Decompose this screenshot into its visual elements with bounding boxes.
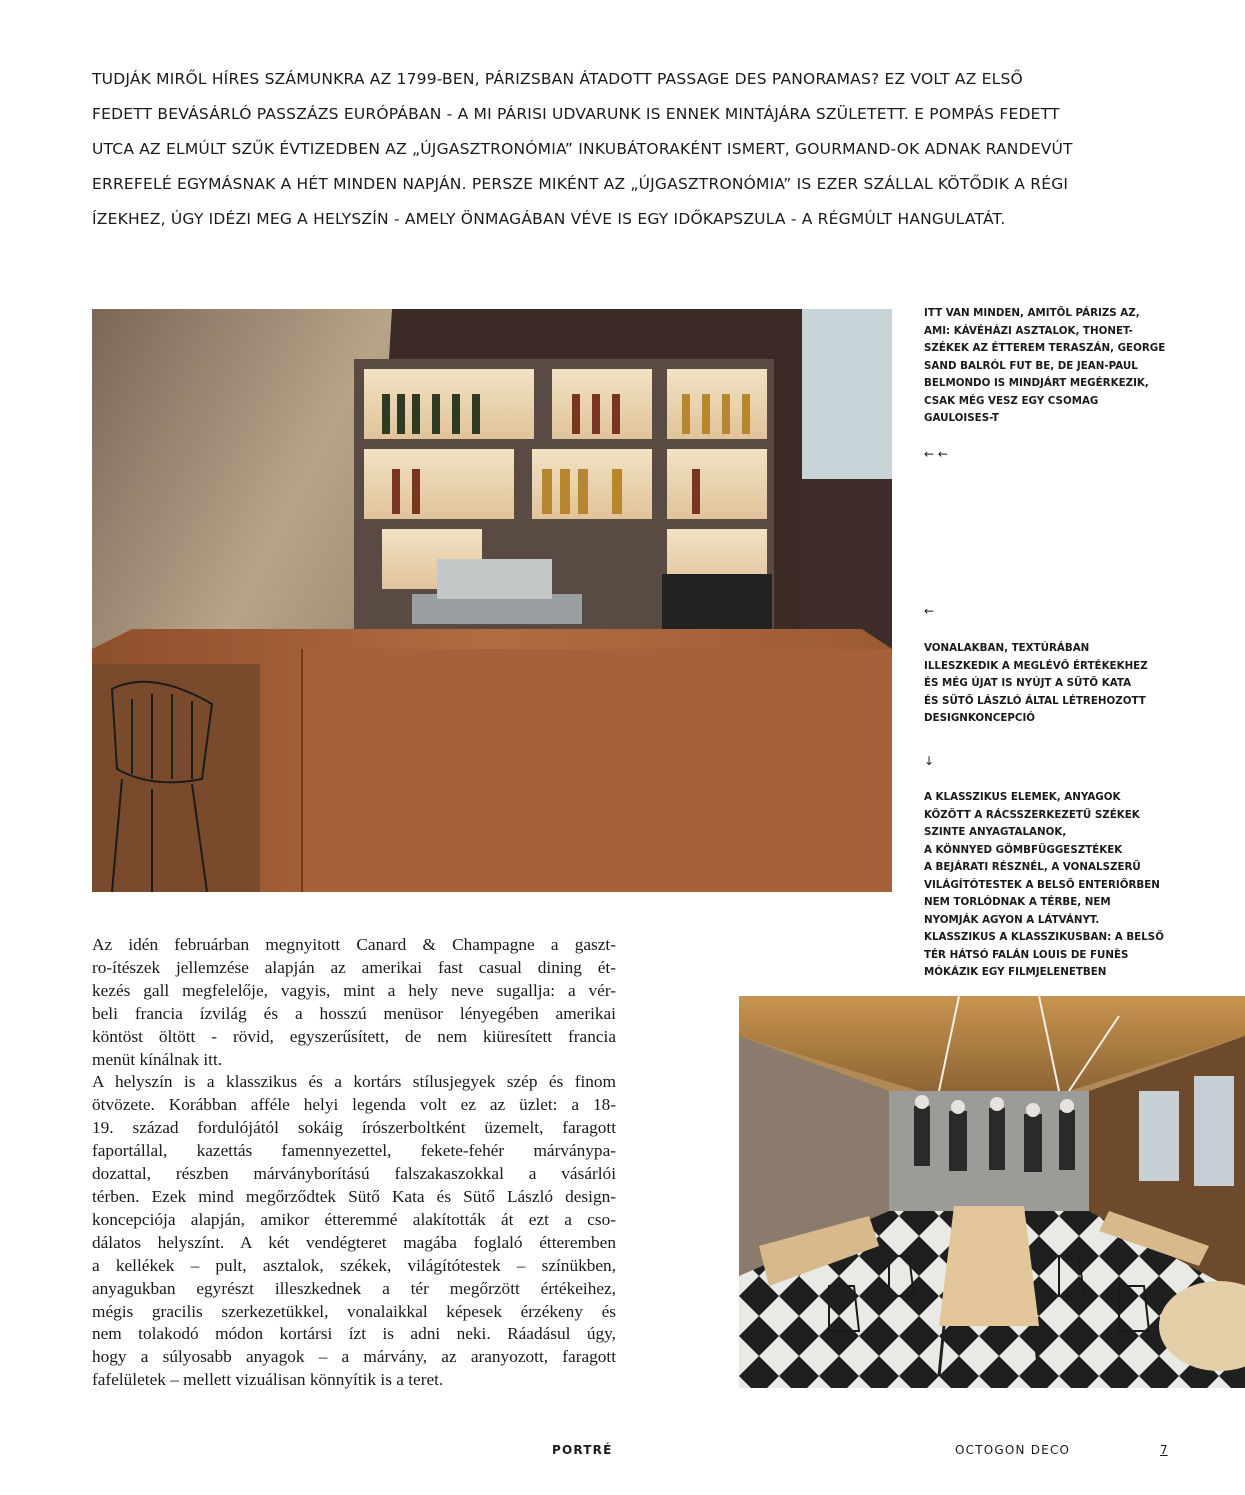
caption-line: DESIGNKONCEPCIÓ (924, 712, 1036, 724)
caption-line: BELMONDO IS MINDJÁRT MEGÉRKEZIK, (924, 377, 1149, 389)
caption-line: SZINTE ANYAGTALANOK, (924, 826, 1067, 838)
page-number: 7 (1160, 1443, 1168, 1457)
caption-classic-elements (924, 789, 1174, 982)
body-line: A helyszín is a klasszikus és a kortárs stílusjegyek szép és finom (92, 1072, 616, 1092)
left-arrow-icon: ← (924, 604, 935, 618)
caption-line: VONALAKBAN, TEXTÚRÁBAN (924, 642, 1090, 654)
caption-line: A KLASSZIKUS ELEMEK, ANYAGOK (924, 791, 1121, 803)
body-line: térben. Ezek mind megőrződtek Sütő Kata és Sütő László design- (92, 1186, 616, 1206)
caption-designconcept (924, 640, 1174, 728)
intro-line: ERREFELÉ EGYMÁSNAK A HÉT MINDEN NAPJÁN. PERSZE MIKÉNT AZ „ÚJGASZTRONÓMIA” IS EZER SZÁLLAL KÖTŐDIK A RÉGI (92, 175, 1069, 193)
intro-line: UTCA AZ ELMÚLT SZŰK ÉVTIZEDBEN AZ „ÚJGASZTRONÓMIA” INKUBÁTORAKÉNT ISMERT, GOURMAND-OK ADNAK RANDEVÚT (92, 140, 1073, 158)
caption-line: NEM TORLÓDNAK A TÉRBE, NEM (924, 896, 1111, 908)
caption-line: NYOMJÁK AGYON A LÁTVÁNYT. (924, 913, 1100, 926)
intro-line: FEDETT BEVÁSÁRLÓ PASSZÁZS EURÓPÁBAN - A MI PÁRISI UDVARUNK IS ENNEK MINTÁJÁRA SZÜLETETT. E POMPÁS FEDETT (92, 105, 1060, 123)
body-line: beli francia ízvilág és a hosszú menüsor lényegében amerikai (92, 1003, 616, 1023)
body-line: fafelületek – mellett vizuálisan könnyítik is a teret. (92, 1370, 444, 1390)
section-label: PORTRÉ (552, 1443, 613, 1457)
caption-line: ÉS MÉG ÚJAT IS NYÚJT A SÜTŐ KATA (924, 677, 1132, 689)
caption-line: ILLESZKEDIK A MEGLÉVŐ ÉRTÉKEKHEZ (924, 659, 1148, 672)
article-body (92, 934, 616, 1392)
caption-paris (924, 305, 1174, 428)
body-line: 19. század fordulójától sokáig írószerboltként üzemelt, faragott (92, 1118, 616, 1138)
body-line: dálatos helyszínt. A két vendégteret magába foglaló étteremben (92, 1232, 616, 1252)
dining-room-photo (739, 996, 1245, 1388)
caption-line: VILÁGÍTÓTESTEK A BELSŐ ENTERIŐRBEN (924, 878, 1160, 891)
double-left-arrow-icon: ← ← (924, 447, 948, 461)
caption-line: CSAK MÉG VESZ EGY CSOMAG (924, 394, 1099, 407)
body-line: a kellékek – pult, asztalok, székek, világítótestek – színükben, (92, 1255, 616, 1275)
caption-line: ITT VAN MINDEN, AMITŐL PÁRIZS AZ, (924, 307, 1140, 319)
body-line: hogy a súlyosabb anyagok – a márvány, az aranyozott, faragott (92, 1347, 616, 1367)
bar-counter-illustration (92, 309, 892, 892)
caption-line: A BEJÁRATI RÉSZNÉL, A VONALSZERŰ (924, 861, 1141, 873)
caption-line: KLASSZIKUS A KLASSZIKUSBAN: A BELSŐ (924, 931, 1164, 943)
caption-line: TÉR HÁTSÓ FALÁN LOUIS DE FUNÈS (924, 948, 1129, 961)
dining-room-illustration (739, 996, 1245, 1388)
body-line: menüt kínálnak itt. (92, 1049, 223, 1069)
intro-line: TUDJÁK MIRŐL HÍRES SZÁMUNKRA AZ 1799-BEN, PÁRIZSBAN ÁTADOTT PASSAGE DES PANORAMAS? EZ VOLT AZ ELSŐ (92, 70, 1023, 88)
caption-line: A KÖNNYED GÖMBFÜGGESZTÉKEK (924, 843, 1123, 856)
intro-paragraph (92, 62, 1172, 237)
caption-line: AMI: KÁVÉHÁZI ASZTALOK, THONET- (924, 324, 1133, 337)
body-line: ötvözete. Korábban afféle helyi legenda volt ez az üzlet: a 18- (92, 1095, 616, 1115)
body-line: koncepciója alapján, amikor étteremmé alakították át ezt a cso- (92, 1209, 616, 1229)
caption-line: ÉS SÜTŐ LÁSZLÓ ÁLTAL LÉTREHOZOTT (924, 694, 1146, 707)
body-line: mégis gracilis szerkezetükkel, vonalaikkal képesek érzékeny és (92, 1301, 616, 1321)
body-line: kezés gall megfelelője, vagyis, mint a hely neve sugallja: a vér- (92, 980, 616, 1000)
caption-line: SZÉKEK AZ ÉTTEREM TERASZÁN, GEORGE (924, 342, 1166, 354)
body-line: faportállal, kazettás famennyezettel, fekete-fehér márványpa- (92, 1141, 616, 1161)
down-arrow-icon: ↓ (924, 754, 935, 768)
body-line: ro-ítészek jellemzése alapján az amerikai fast casual dining ét- (92, 957, 616, 977)
body-line: Az idén februárban megnyitott Canard & Champagne a gaszt- (92, 935, 616, 954)
caption-line: KÖZÖTT A RÁCSSZERKEZETŰ SZÉKEK (924, 808, 1140, 821)
body-line: nem tolakodó módon kortársi ízt is adni neki. Ráadásul úgy, (92, 1324, 616, 1344)
caption-line: SAND BALRÓL FUT BE, DE JEAN-PAUL (924, 359, 1138, 372)
body-line: köntöst öltött - rövid, egyszerűsített, de nem kiüresített francia (92, 1026, 616, 1046)
intro-line: ÍZEKHEZ, ÚGY IDÉZI MEG A HELYSZÍN - AMELY ÖNMAGÁBAN VÉVE IS EGY IDŐKAPSZULA - A RÉGMÚLT HANGULATÁT. (92, 210, 1006, 228)
body-line: anyagukban egyrészt illeszkednek a tér megőrzött értékeihez, (92, 1278, 616, 1298)
magazine-name: OCTOGON DECO (955, 1443, 1071, 1457)
bar-counter-photo (92, 309, 892, 892)
body-line: dozattal, részben márványborítású falszakaszokkal a vásárlói (92, 1164, 616, 1184)
caption-line: GAULOISES-T (924, 412, 999, 424)
caption-line: MÓKÁZIK EGY FILMJELENETBEN (924, 966, 1107, 978)
